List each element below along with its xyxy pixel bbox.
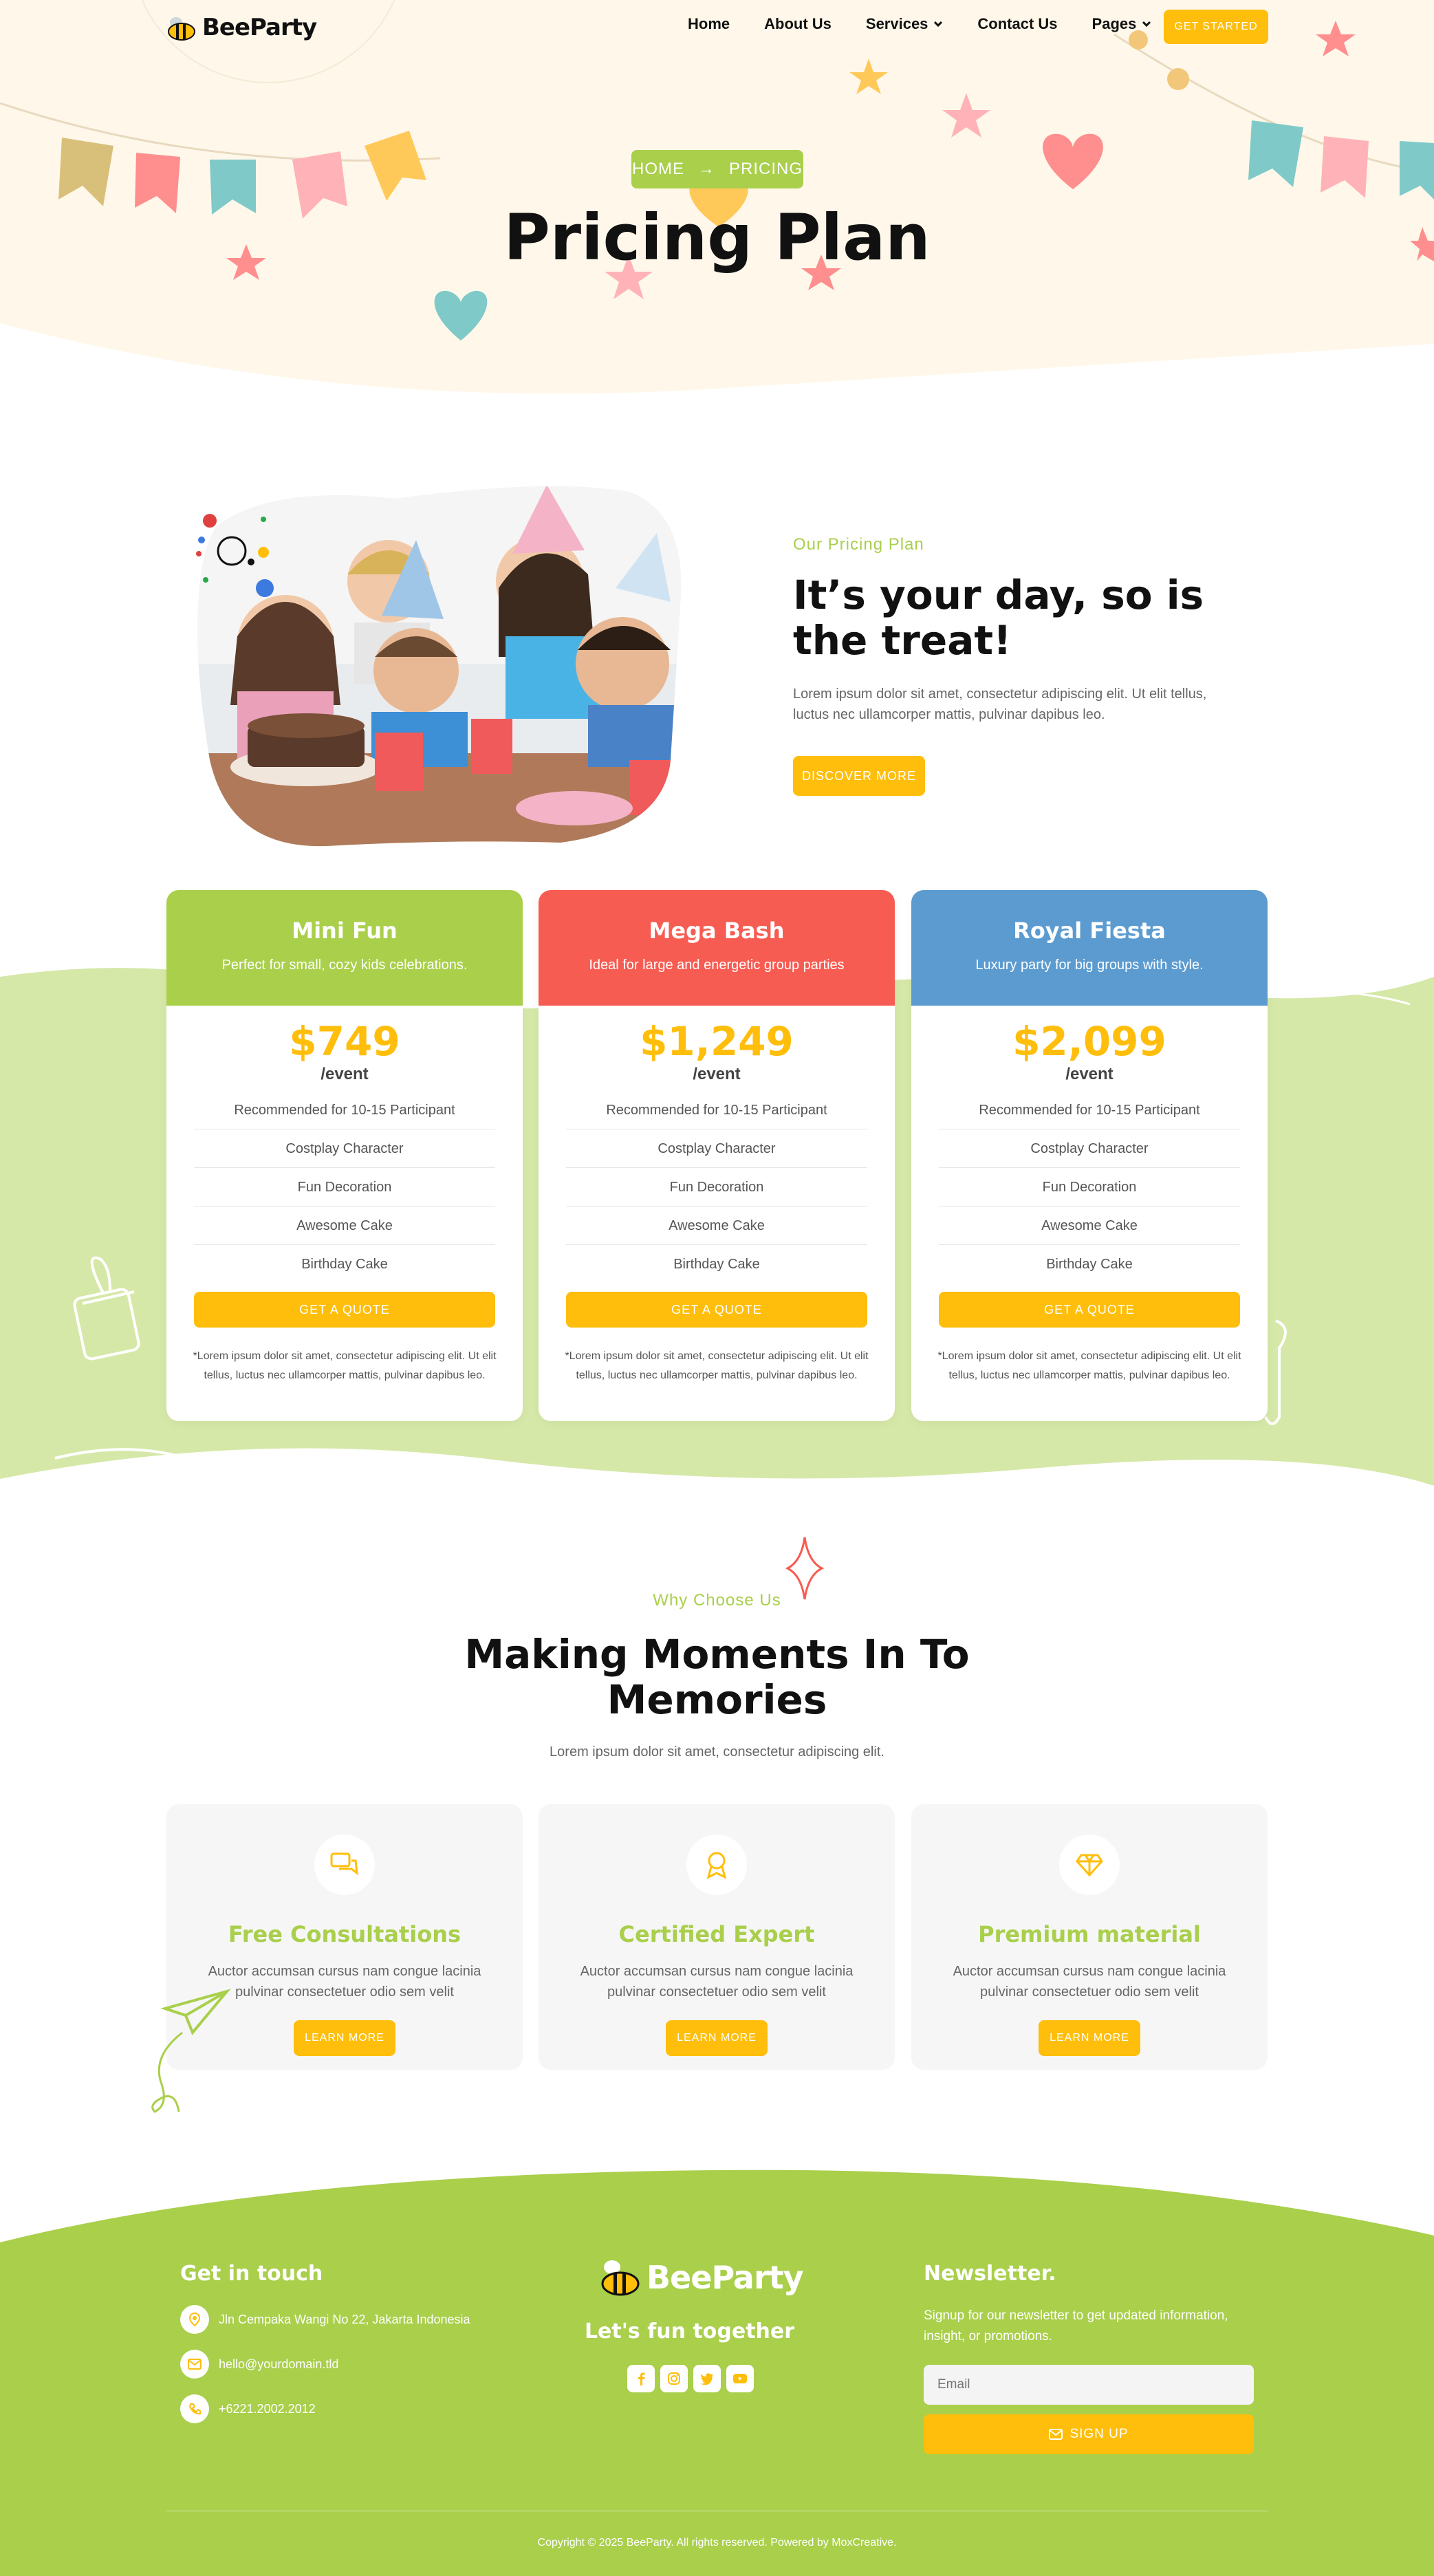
feature-text: Auctor accumsan cursus nam congue lacinia pulvinar consectetuer odio sem velit — [208, 1964, 481, 2000]
page-title: Pricing Plan — [503, 201, 931, 274]
nav-item-services[interactable] — [866, 15, 944, 33]
get-started-button[interactable]: GET STARTED — [1164, 10, 1268, 44]
footer — [0, 2160, 1434, 2576]
why-subtitle: Lorem ipsum dolor sit amet, consectetur adipiscing elit. — [550, 1744, 884, 1760]
nav-item-contact-us[interactable] — [977, 15, 1057, 33]
plan-note: *Lorem ipsum dolor sit amet, consectetur adipiscing elit. Ut elit tellus, luctus nec ullamcorper mattis, pulvinar dapibus leo. — [565, 1350, 869, 1381]
discover-more-button[interactable]: DISCOVER MORE — [793, 756, 925, 796]
feature-title: Certified Expert — [618, 1921, 815, 1947]
brand-logo[interactable] — [166, 14, 316, 41]
contact-phone[interactable] — [180, 2394, 316, 2423]
nav-menu — [688, 15, 1151, 33]
heart-decoration — [435, 291, 488, 340]
plan-features — [566, 1091, 867, 1284]
facebook-icon[interactable] — [627, 2365, 655, 2392]
plan-name: Mini Fun — [292, 918, 398, 944]
plan-subtitle: Ideal for large and energetic group parties — [589, 957, 845, 973]
get-a-quote-button[interactable]: GET A QUOTE — [194, 1292, 495, 1328]
why-title-line: Making Moments In To — [464, 1631, 970, 1678]
pricing-card-header — [539, 890, 895, 1006]
nav-item-label: Pages — [1091, 15, 1137, 32]
footer-tagline: Let's fun together — [584, 2319, 795, 2344]
star-decoration — [942, 93, 990, 138]
contact-email[interactable] — [180, 2350, 338, 2379]
plan-feature: Costplay Character — [566, 1129, 867, 1168]
chevron-down-icon — [1142, 21, 1151, 28]
plan-features — [939, 1091, 1240, 1284]
plan-price: $1,249 — [640, 1018, 794, 1065]
plan-feature: Recommended for 10-15 Participant — [194, 1091, 495, 1129]
plan-feature: Costplay Character — [194, 1129, 495, 1168]
breadcrumb-current: PRICING — [728, 160, 803, 178]
pricing-card-header — [166, 890, 523, 1006]
plan-feature: Awesome Cake — [566, 1206, 867, 1245]
nav-item-pages[interactable] — [1092, 15, 1152, 33]
plan-feature: Recommended for 10-15 Participant — [939, 1091, 1240, 1129]
learn-more-button[interactable]: LEARN MORE — [294, 2020, 395, 2056]
nav-item-label: About Us — [764, 15, 832, 32]
feature-card-premium-material — [911, 1804, 1268, 2070]
bunting-flag — [1248, 120, 1303, 187]
breadcrumb-home-link[interactable]: HOME — [631, 160, 684, 178]
plan-feature: Birthday Cake — [673, 1257, 760, 1272]
top-navbar — [0, 0, 1434, 55]
address-text: Jln Cempaka Wangi No 22, Jakarta Indonesia — [219, 2312, 470, 2326]
bunting-flag — [365, 131, 426, 201]
heart-decoration — [1043, 134, 1103, 189]
youtube-icon[interactable] — [726, 2365, 754, 2392]
breadcrumb-arrow-icon: → — [697, 160, 715, 178]
plan-subtitle: Perfect for small, cozy kids celebrations. — [221, 957, 468, 973]
plan-feature: Fun Decoration — [566, 1168, 867, 1206]
plan-subtitle: Luxury party for big groups with style. — [975, 957, 1204, 973]
copyright-text: Copyright © 2025 BeeParty. All rights reserved. Powered by MoxCreative. — [537, 2537, 897, 2548]
plan-feature: Recommended for 10-15 Participant — [566, 1091, 867, 1129]
newsletter-email-input[interactable] — [924, 2365, 1254, 2405]
nav-item-home[interactable] — [688, 15, 730, 33]
paper-plane-doodle-icon — [144, 1981, 234, 2125]
party-photo — [189, 485, 684, 849]
pricing-card-mini-fun — [166, 890, 523, 1421]
feature-text: Auctor accumsan cursus nam congue lacinia pulvinar consectetuer odio sem velit — [580, 1964, 854, 2000]
feature-title: Premium material — [978, 1921, 1201, 1947]
chevron-down-icon — [933, 21, 943, 28]
newsletter-text: Signup for our newsletter to get updated information, insight, or promotions. — [924, 2308, 1228, 2344]
plan-price: $749 — [289, 1018, 400, 1065]
plan-price: $2,099 — [1012, 1018, 1166, 1065]
sign-up-button[interactable] — [924, 2414, 1254, 2454]
pricing-card-royal-fiesta — [911, 890, 1268, 1421]
hero-section — [0, 0, 1434, 399]
envelope-icon — [180, 2350, 209, 2379]
bunting-flag — [1321, 136, 1369, 198]
feature-card-certified-expert — [539, 1804, 895, 2070]
nav-item-label: Contact Us — [977, 15, 1058, 32]
about-title: It’s your day, so is the treat! — [793, 572, 1204, 664]
why-kicker: Why Choose Us — [653, 1591, 781, 1610]
learn-more-button[interactable]: LEARN MORE — [666, 2020, 768, 2056]
plan-feature: Awesome Cake — [939, 1206, 1240, 1245]
plan-feature: Birthday Cake — [1046, 1257, 1133, 1272]
bee-icon — [600, 2258, 641, 2297]
get-a-quote-button[interactable]: GET A QUOTE — [566, 1292, 867, 1328]
plan-period: /event — [693, 1065, 741, 1083]
nav-item-label: Home — [688, 15, 730, 32]
plan-note: *Lorem ipsum dolor sit amet, consectetur adipiscing elit. Ut elit tellus, luctus nec ullamcorper mattis, pulvinar dapibus leo. — [193, 1350, 497, 1381]
plan-feature: Awesome Cake — [194, 1206, 495, 1245]
contact-title: Get in touch — [180, 2262, 323, 2286]
pricing-card-mega-bash — [539, 890, 895, 1421]
instagram-icon[interactable] — [660, 2365, 688, 2392]
star-decoration — [849, 58, 888, 94]
why-title-line: Memories — [607, 1676, 827, 1723]
email-text: hello@yourdomain.tld — [219, 2357, 339, 2371]
about-text: Lorem ipsum dolor sit amet, consectetur adipiscing elit. Ut elit tellus, luctus nec ullamcorper mattis, pulvinar dapibus leo. — [793, 686, 1207, 722]
sign-up-label: SIGN UP — [1069, 2427, 1129, 2441]
social-links — [627, 2365, 754, 2392]
diamond-icon — [1059, 1834, 1120, 1895]
plan-name: Mega Bash — [649, 918, 785, 944]
award-ribbon-icon — [686, 1834, 747, 1895]
plan-feature: Fun Decoration — [194, 1168, 495, 1206]
plan-feature: Fun Decoration — [939, 1168, 1240, 1206]
phone-text: +6221.2002.2012 — [219, 2401, 316, 2416]
get-a-quote-button[interactable]: GET A QUOTE — [939, 1292, 1240, 1328]
breadcrumb — [631, 150, 803, 188]
plan-features — [194, 1091, 495, 1284]
feature-text: Auctor accumsan cursus nam congue lacinia pulvinar consectetuer odio sem velit — [953, 1964, 1226, 2000]
phone-icon — [180, 2394, 209, 2423]
learn-more-button[interactable]: LEARN MORE — [1039, 2020, 1140, 2056]
about-kicker: Our Pricing Plan — [793, 535, 924, 554]
footer-brand-name: BeeParty — [647, 2259, 803, 2296]
bunting-flag — [1400, 141, 1434, 199]
brand-name: BeeParty — [202, 14, 317, 41]
plan-period: /event — [1065, 1065, 1113, 1083]
newsletter-title: Newsletter. — [924, 2262, 1056, 2286]
plan-period: /event — [321, 1065, 369, 1083]
envelope-icon — [1049, 2429, 1063, 2440]
plan-feature: Birthday Cake — [301, 1257, 388, 1272]
footer-brand-logo[interactable] — [600, 2258, 803, 2297]
nav-item-about-us[interactable] — [764, 15, 832, 33]
plan-name: Royal Fiesta — [1013, 918, 1166, 944]
why-title — [0, 1632, 1434, 1722]
plan-note: *Lorem ipsum dolor sit amet, consectetur adipiscing elit. Ut elit tellus, luctus nec ullamcorper mattis, pulvinar dapibus leo. — [937, 1350, 1241, 1381]
feature-title: Free Consultations — [228, 1921, 461, 1947]
nav-item-label: Services — [865, 15, 928, 32]
chat-bubbles-icon — [314, 1834, 375, 1895]
plan-feature: Costplay Character — [939, 1129, 1240, 1168]
bee-icon — [166, 14, 197, 41]
twitter-icon[interactable] — [693, 2365, 721, 2392]
pricing-card-header — [911, 890, 1268, 1006]
bunting-flag — [58, 138, 113, 206]
